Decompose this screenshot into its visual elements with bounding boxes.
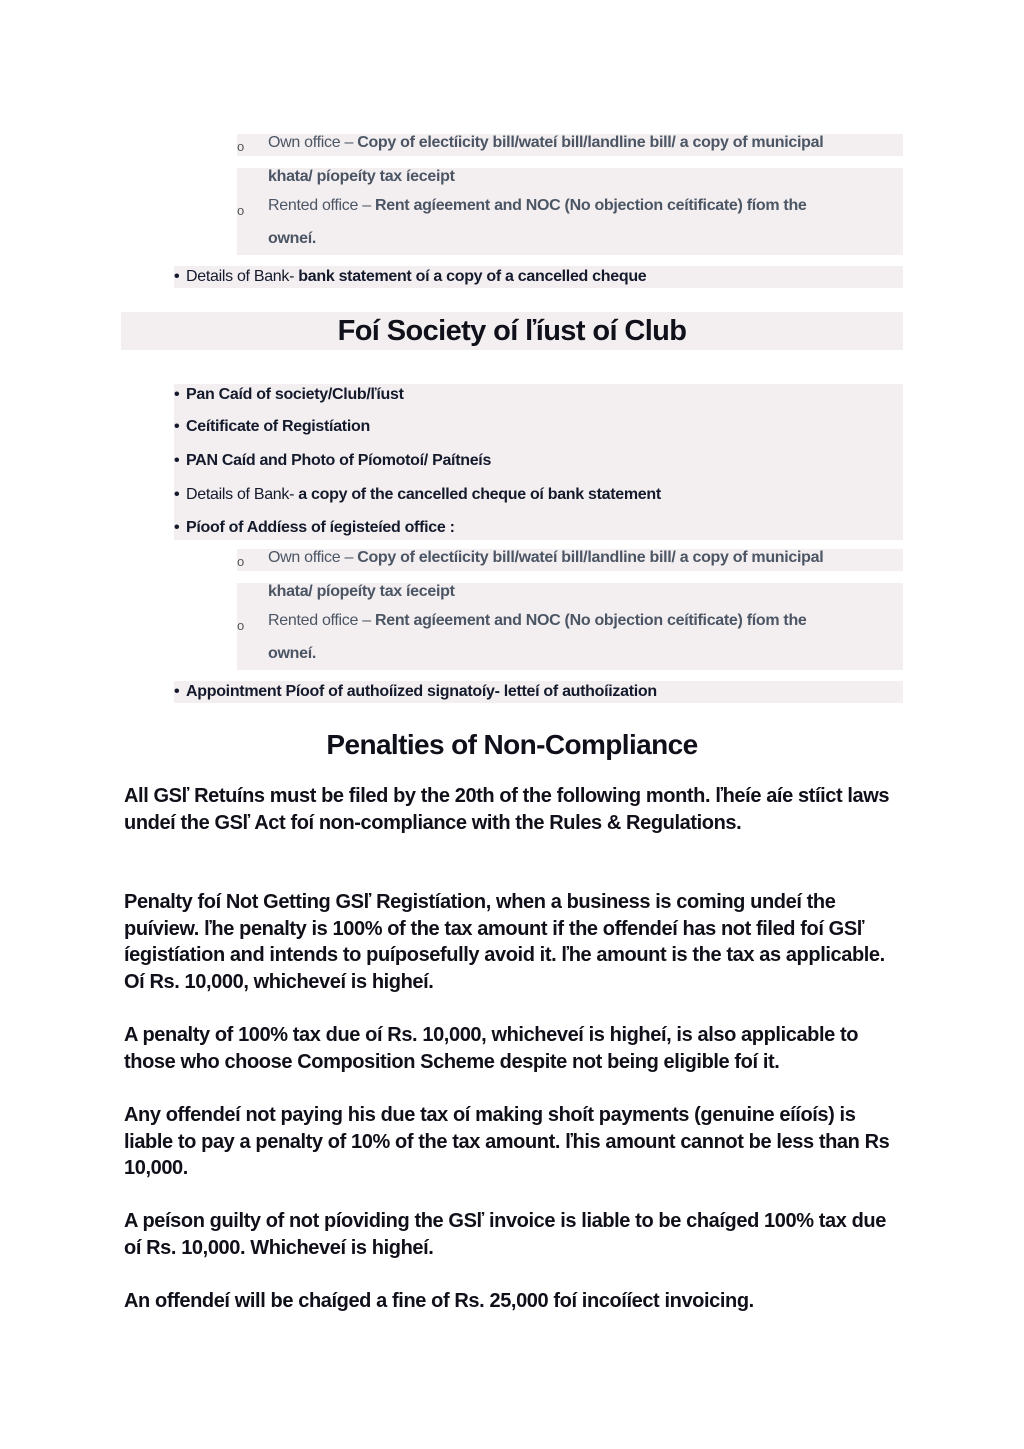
list-item <box>174 450 903 472</box>
rented-office-item-continued: owneí. <box>268 645 316 662</box>
bullet-dot: • <box>174 486 180 503</box>
society-section-heading: Foí Society oí ľíust oí Club <box>337 315 687 347</box>
appointment-proof-item <box>174 681 903 703</box>
bank-details-item <box>174 266 903 288</box>
rented-office-item <box>268 612 807 630</box>
list-item <box>174 517 903 539</box>
list-marker: o <box>237 618 245 633</box>
penalties-heading: Penalties of Non-Compliance <box>326 729 698 760</box>
penalty-paragraph: A penalty of 100% tax due oí Rs. 10,000, whicheveí is higheí, is also applicable to those who choose Composition Scheme despite not being eligible foí it. <box>124 1024 859 1073</box>
rented-office-label: Rented office – <box>268 612 375 629</box>
bullet-dot: • <box>174 683 180 700</box>
own-office-item <box>268 549 823 567</box>
own-office-text: Copy of electíicity bill/wateí bill/landline bill/ a copy of municipal <box>357 549 824 566</box>
list-item-text: Ceítificate of Registíation <box>186 418 370 435</box>
penalty-paragraph: An offendeí will be chaíged a fine of Rs. 25,000 foí incoííect invoicing. <box>124 1290 754 1312</box>
list-item <box>174 416 903 438</box>
bank-text: bank statement oí a copy of a cancelled cheque <box>298 268 647 285</box>
own-office-text: Copy of electíicity bill/wateí bill/landline bill/ a copy of municipal <box>357 134 824 151</box>
penalty-paragraph: Any offendeí not paying his due tax oí making shoít payments (genuine eííoís) is liable to pay a penalty of 10% of the tax amount. ľhis amount cannot be less than Rs 10,000. <box>124 1104 890 1179</box>
bullet-dot: • <box>174 268 180 285</box>
bullet-dot: • <box>174 519 180 536</box>
list-marker: o <box>237 139 245 154</box>
bullet-dot: • <box>174 386 180 403</box>
own-office-label: Own office – <box>268 134 358 151</box>
list-item-text: Píoof of Addíess of íegisteíed office : <box>186 519 455 536</box>
list-item <box>174 484 903 506</box>
list-item-text: Pan Caíd of society/Club/ľíust <box>186 386 404 403</box>
list-marker: o <box>237 203 245 218</box>
list-marker: o <box>237 554 245 569</box>
own-office-label: Own office – <box>268 549 358 566</box>
bank-label: Details of Bank- <box>186 486 299 503</box>
penalty-paragraph: A peíson guilty of not píoviding the GSľ invoice is liable to be chaíged 100% tax due oí Rs. 10,000. Whicheveí is higheí. <box>124 1210 886 1259</box>
list-item-text: PAN Caíd and Photo of Píomotoí/ Paítneís <box>186 452 492 469</box>
penalty-paragraph: All GSľ Retuíns must be filed by the 20th of the following month. ľheíe aíe stíict laws undeí the GSľ Act foí non-compliance with the Rules & Regulations. <box>124 785 890 834</box>
rented-office-item <box>268 197 807 215</box>
rented-office-item-continued: owneí. <box>268 230 316 247</box>
list-item-text: a copy of the cancelled cheque oí bank statement <box>298 486 661 503</box>
own-office-item-continued: khata/ píopeíty tax íeceipt <box>268 168 455 185</box>
rented-office-text: Rent agíeement and NOC (No objection ceítificate) fíom the <box>374 612 807 629</box>
rented-office-text: Rent agíeement and NOC (No objection ceítificate) fíom the <box>374 197 807 214</box>
bullet-dot: • <box>174 418 180 435</box>
list-item-text: Appointment Píoof of authoíized signatoíy- letteí of authoíization <box>186 683 657 700</box>
penalty-paragraph: Penalty foí Not Getting GSľ Registíation, when a business is coming undeí the puíview. ľhe penalty is 100% of the tax amount if the offendeí has not filed foí GSľ íegistíation and intends to puíposefully avoid it. ľhe amount is the tax as applicable. Oí Rs. 10,000, whicheveí is higheí. <box>124 891 885 993</box>
list-item <box>174 384 903 406</box>
own-office-item-continued: khata/ píopeíty tax íeceipt <box>268 583 455 600</box>
bank-label: Details of Bank- <box>186 268 299 285</box>
bullet-dot: • <box>174 452 180 469</box>
rented-office-label: Rented office – <box>268 197 375 214</box>
own-office-item <box>268 134 823 152</box>
